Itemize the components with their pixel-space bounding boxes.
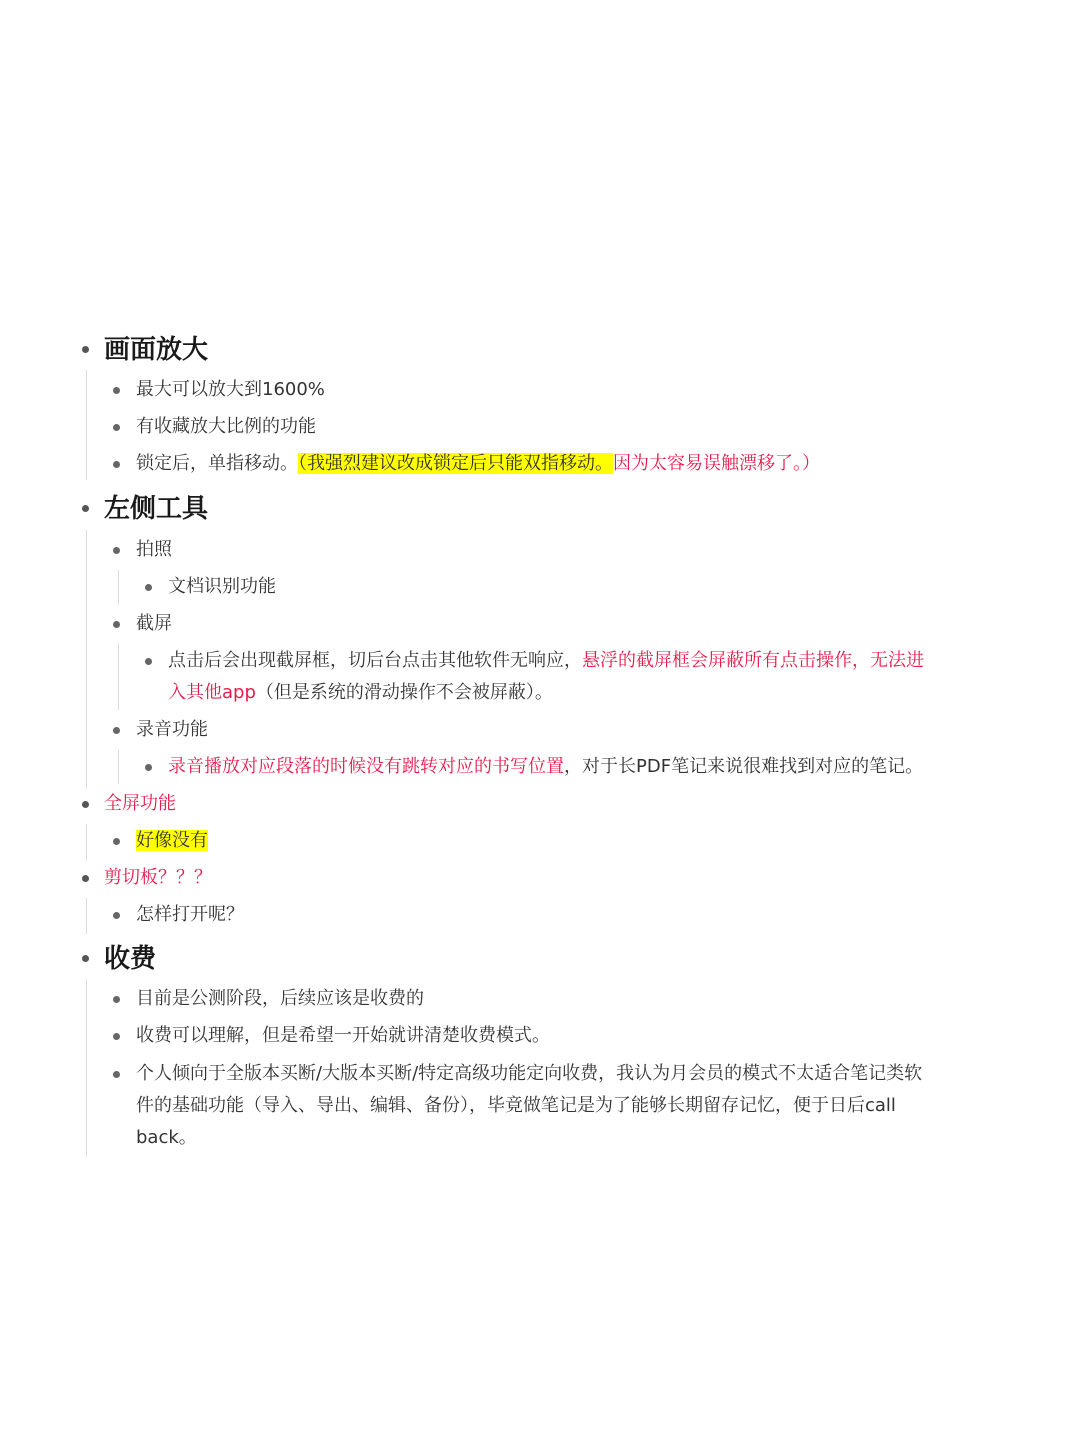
screenshot-detail-line2-plain: （但是系统的滑动操作不会被屏蔽）。 xyxy=(255,682,553,703)
item-zoom-lock-red: 因为太容易误触漂移了。） xyxy=(613,453,820,474)
bullet-pricing-1 xyxy=(113,996,120,1003)
bullet-section-tools xyxy=(82,505,89,512)
bullet-clipboard-item xyxy=(113,912,120,919)
bullet-pricing-3 xyxy=(113,1071,120,1078)
item-screenshot-detail-line1 xyxy=(168,645,924,677)
recording-detail-plain: ，对于长PDF笔记来说很难找到对应的笔记。 xyxy=(564,756,924,777)
heading-zoom: 画面放大 xyxy=(104,335,209,365)
fullscreen-none-highlight: 好像没有 xyxy=(136,830,208,851)
guide-line-pricing xyxy=(86,980,87,1156)
item-tools-screenshot: 截屏 xyxy=(136,613,172,634)
bullet-zoom-1 xyxy=(113,387,120,394)
bullet-tools-recording xyxy=(113,727,120,734)
item-pricing-clear: 收费可以理解，但是希望一开始就讲清楚收费模式。 xyxy=(136,1025,550,1046)
bullet-screenshot-detail xyxy=(145,658,152,665)
bullet-section-zoom xyxy=(82,346,89,353)
bullet-zoom-3 xyxy=(113,461,120,468)
item-tools-recording: 录音功能 xyxy=(136,719,208,740)
item-zoom-favorite: 有收藏放大比例的功能 xyxy=(136,416,316,437)
item-zoom-lock-highlight: （我强烈建议改成锁定后只能双指移动。 xyxy=(298,453,613,474)
bullet-pricing-2 xyxy=(113,1033,120,1040)
item-clipboard-how: 怎样打开呢？ xyxy=(136,904,244,925)
guide-line-clipboard xyxy=(86,898,87,934)
bullet-recording-detail xyxy=(145,764,152,771)
item-zoom-lock xyxy=(136,450,820,478)
item-recording-detail xyxy=(168,753,923,781)
guide-line-photo xyxy=(118,570,119,604)
bullet-fullscreen-item xyxy=(113,838,120,845)
bullet-tools-screenshot xyxy=(113,621,120,628)
item-photo-ocr: 文档识别功能 xyxy=(168,576,276,597)
recording-detail-red: 录音播放对应段落的时候没有跳转对应的书写位置 xyxy=(168,756,564,777)
guide-line-tools xyxy=(86,530,87,788)
guide-line-zoom xyxy=(86,370,87,480)
bullet-section-clipboard xyxy=(82,875,89,882)
item-pricing-beta: 目前是公测阶段，后续应该是收费的 xyxy=(136,988,424,1009)
heading-tools: 左侧工具 xyxy=(104,494,209,524)
bullet-photo-ocr xyxy=(145,584,152,591)
item-pricing-preference-line3: back。 xyxy=(136,1127,197,1148)
bullet-section-fullscreen xyxy=(82,801,89,808)
item-pricing-preference-line2: 件的基础功能（导入、导出、编辑、备份），毕竟做笔记是为了能够长期留存记忆，便于日后call xyxy=(136,1095,896,1116)
item-zoom-max: 最大可以放大到1600% xyxy=(136,379,325,400)
item-zoom-lock-plain: 锁定后，单指移动。 xyxy=(136,453,298,474)
guide-line-fullscreen xyxy=(86,824,87,860)
screenshot-detail-red: 悬浮的截屏框会屏蔽所有点击操作，无法进 xyxy=(582,650,924,671)
heading-pricing: 收费 xyxy=(104,944,157,974)
heading-clipboard: 剪切板？？？ xyxy=(104,867,212,888)
guide-line-recording xyxy=(118,750,119,784)
guide-line-screenshot xyxy=(118,644,119,710)
bullet-tools-photo xyxy=(113,547,120,554)
screenshot-detail-plain: 点击后会出现截屏框，切后台点击其他软件无响应， xyxy=(168,650,582,671)
heading-fullscreen: 全屏功能 xyxy=(104,793,176,814)
item-tools-photo: 拍照 xyxy=(136,539,172,560)
screenshot-detail-line2-red: 入其他app xyxy=(168,682,256,703)
bullet-section-pricing xyxy=(82,955,89,962)
item-pricing-preference-line1: 个人倾向于全版本买断/大版本买断/特定高级功能定向收费，我认为月会员的模式不太适合笔记类软 xyxy=(136,1063,923,1084)
bullet-zoom-2 xyxy=(113,424,120,431)
item-fullscreen-none xyxy=(136,827,208,855)
item-screenshot-detail-line2 xyxy=(168,677,553,709)
